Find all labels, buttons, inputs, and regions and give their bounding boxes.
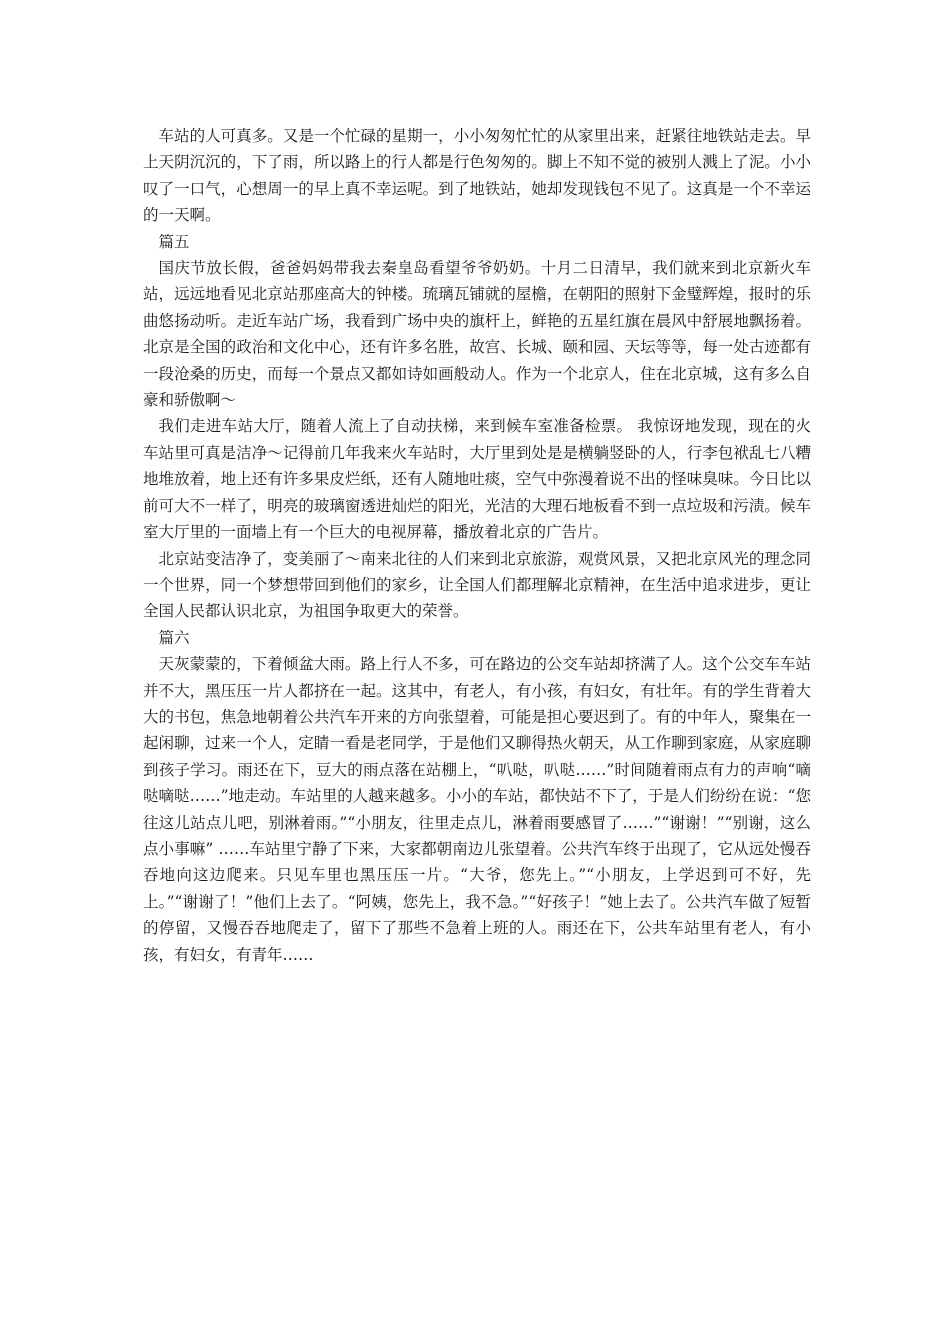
paragraph-rainy-bus-stop: 天灰蒙蒙的，下着倾盆大雨。路上行人不多，可在路边的公交车站却挤满了人。这个公交车车站并不大，黑压压一片人都挤在一起。这其中，有老人，有小孩，有妇女，有壮年。有的学生背着大大的书包，焦急地朝着公共汽车开来的方向张望着，可能是担心要迟到了。有的中年人，聚集在一起闲聊，过来一个人，定睛一看是老同学，于是他们又聊得热火朝天，从工作聊到家庭，从家庭聊到孩子学习。雨还在下，豆大的雨点落在站棚上，“叭哒，叭哒……”时间随着雨点有力的声响“嘀哒嘀哒……”地走动。车站里的人越来越多。小小的车站，都快站不下了，于是人们纷纷在说：“您往这儿站点儿吧，别淋着雨。”“小朋友，往里走点儿，淋着雨要感冒了……”“谢谢！”“别谢，这么点小事嘛” ……车站里宁静了下来，大家都朝南边儿张望着。公共汽车终于出现了，它从远处慢吞吞地向这边爬来。只见车里也黑压压一片。“大爷，您先上。”“小朋友，上学迟到可不好，先上。”“谢谢了！”他们上去了。“阿姨，您先上，我不急。”“好孩子！”她上去了。公共汽车做了短暂的停留，又慢吞吞地爬走了，留下了那些不急着上班的人。雨还在下，公共车站里有老人，有小孩，有妇女，有青年……	[143, 655, 811, 964]
paragraph-station-hall: 我们走进车站大厅，随着人流上了自动扶梯，来到候车室准备检票。 我惊讶地发现，现在的火车站里可真是洁净～记得前几年我来火车站时，大厅里到处是是横躺竖卧的人，行李包袱乱七八糟地堆放着，地上还有许多果皮烂纸，还有人随地吐痰，空气中弥漫着说不出的怪味臭味。今日比以前可大不一样了，明亮的玻璃窗透进灿烂的阳光，光洁的大理石地板看不到一点垃圾和污渍。候车室大厅里的一面墙上有一个巨大的电视屏幕，播放着北京的广告片。	[143, 417, 811, 542]
section-heading-part-five: 篇五	[158, 232, 190, 251]
paragraph-national-day-trip: 国庆节放长假，爸爸妈妈带我去秦皇岛看望爷爷奶奶。十月二日清早，我们就来到北京新火车站，远远地看见北京站那座高大的钟楼。琉璃瓦铺就的屋檐，在朝阳的照射下金璧辉煌，报时的乐曲悠扬动听。走近车站广场，我看到广场中央的旗杆上，鲜艳的五星红旗在晨风中舒展地飘扬着。北京是全国的政治和文化中心，还有许多名胜，故宫、长城、颐和园、天坛等等，每一处古迹都有一段沧桑的历史，而每一个景点又都如诗如画般动人。作为一个北京人，住在北京城，这有多么自豪和骄傲啊～	[143, 259, 811, 410]
section-heading-part-six: 篇六	[158, 628, 190, 647]
paragraph-subway-morning: 车站的人可真多。又是一个忙碌的星期一，小小匆匆忙忙的从家里出来，赶紧往地铁站走去。早上天阴沉沉的，下了雨，所以路上的行人都是行色匆匆的。脚上不知不觉的被别人溅上了泥。小小叹了一口气，心想周一的早上真不幸运呢。到了地铁站，她却发现钱包不见了。这真是一个不幸运的一天啊。	[143, 127, 811, 225]
paragraph-beijing-station-clean: 北京站变洁净了，变美丽了～南来北往的人们来到北京旅游，观赏风景，又把北京风光的理念同一个世界，同一个梦想带回到他们的家乡，让全国人们都理解北京精神，在生活中追求进步，更让全国人民都认识北京，为祖国争取更大的荣誉。	[143, 549, 811, 621]
document-page	[143, 123, 811, 968]
